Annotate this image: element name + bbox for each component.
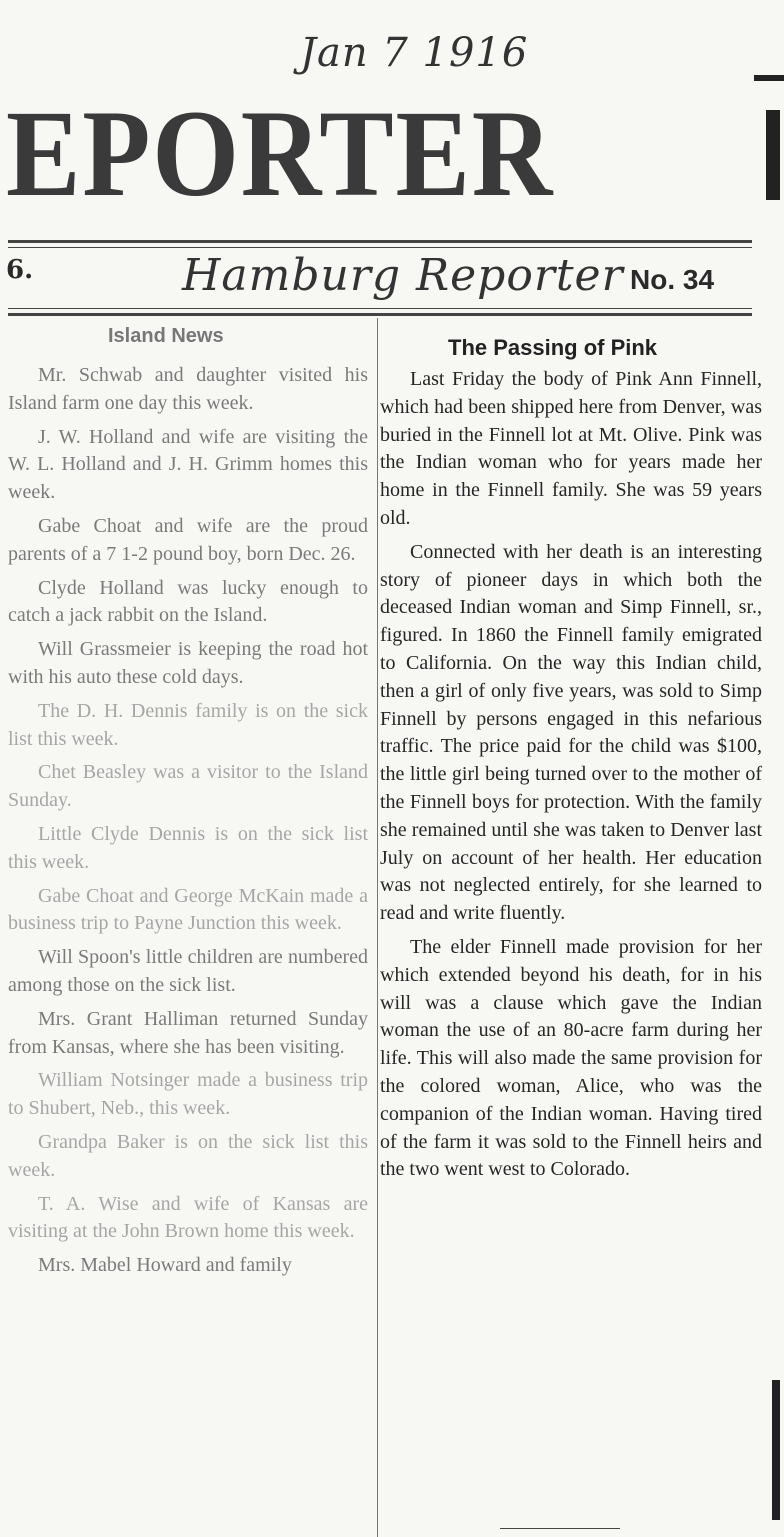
news-item: Mr. Schwab and daughter visited his Island farm one day this week. [8,364,368,414]
article-headline: The Passing of Pink [448,335,658,360]
issue-fragment: 6. [6,255,34,285]
news-item: T. A. Wise and wife of Kansas are visiting at the John Brown home this week. [8,1192,368,1243]
news-item: Gabe Choat and wife are the proud parents of a 7 1-2 pound boy, born Dec. 26. [8,514,368,565]
news-item: Mrs. Mabel Howard and family [38,1254,292,1277]
masthead-rule-bottom [8,313,752,316]
article-paragraph: The elder Finnell made provision for her which extended beyond his death, for in his will was a clause which gave the Indian woman the use of an 80-acre farm during her life. This will also made the same provision for the colored woman, Alice, who was the companion of the Indian woman. Having tired of the farm it was sold to the Finnell heirs and the two went west to Colorado. [380,935,762,1181]
issue-number: No. 34 [630,264,715,295]
handwritten-publication: Hamburg Reporter [182,250,624,301]
adjacent-column-edge [754,75,784,81]
column-divider [377,318,378,1537]
article-body [380,366,762,1190]
news-item: Will Grassmeier is keeping the road hot with his auto these cold days. [8,638,368,688]
news-item: Will Spoon's little children are numbered among those on the sick list. [8,946,368,996]
handwritten-date: Jan 7 1916 [300,30,529,76]
news-item: Little Clyde Dennis is on the sick list this week. [8,822,368,873]
news-item: William Notsinger made a business trip to Shubert, Neb., this week. [8,1069,368,1120]
news-item: Grandpa Baker is on the sick list this week. [8,1130,368,1181]
masthead-title: EPORTER [6,85,555,222]
news-item: Chet Beasley was a visitor to the Island Sunday. [8,761,368,812]
masthead-rule-top-thin [8,247,752,248]
island-news-headline: Island News [108,325,224,347]
adjacent-column-edge [766,110,780,200]
news-item: Gabe Choat and George McKain made a business trip to Payne Junction this week. [8,884,368,935]
news-item: The D. H. Dennis family is on the sick list this week. [8,699,368,750]
adjacent-column-edge [772,1380,780,1520]
news-item: J. W. Holland and wife are visiting the W. L. Holland and J. H. Grimm homes this week. [8,425,368,504]
article-end-rule [500,1528,620,1529]
article-paragraph: Connected with her death is an interesting story of pioneer days in which both the deceased Indian woman and Simp Finnell, sr., figured. In 1860 the Finnell family emigrated to California. On the way this Indian child, then a girl of only five years, was sold to Simp Finnell by persons engaged in this nefarious traffic. The price paid for the child was $100, the little girl being turned over to the mother of the Finnell boys for protection. With the family she remained until she was taken to Denver last July on account of her health. Her education was not neglected entirely, for she learned to read and write fluently. [380,540,762,925]
news-item: Mrs. Grant Halliman returned Sunday from Kansas, where she has been visiting. [8,1007,368,1058]
masthead-rule-top [8,240,752,243]
masthead-rule-bottom-thin [8,308,752,309]
island-news-column [8,362,368,1286]
article-paragraph: Last Friday the body of Pink Ann Finnell, which had been shipped here from Denver, was buried in the Finnell lot at Mt. Olive. Pink was the Indian woman who for years made her home in the Finnell family. She was 59 years old. [380,368,762,529]
news-item: Clyde Holland was lucky enough to catch a jack rabbit on the Island. [8,576,368,627]
